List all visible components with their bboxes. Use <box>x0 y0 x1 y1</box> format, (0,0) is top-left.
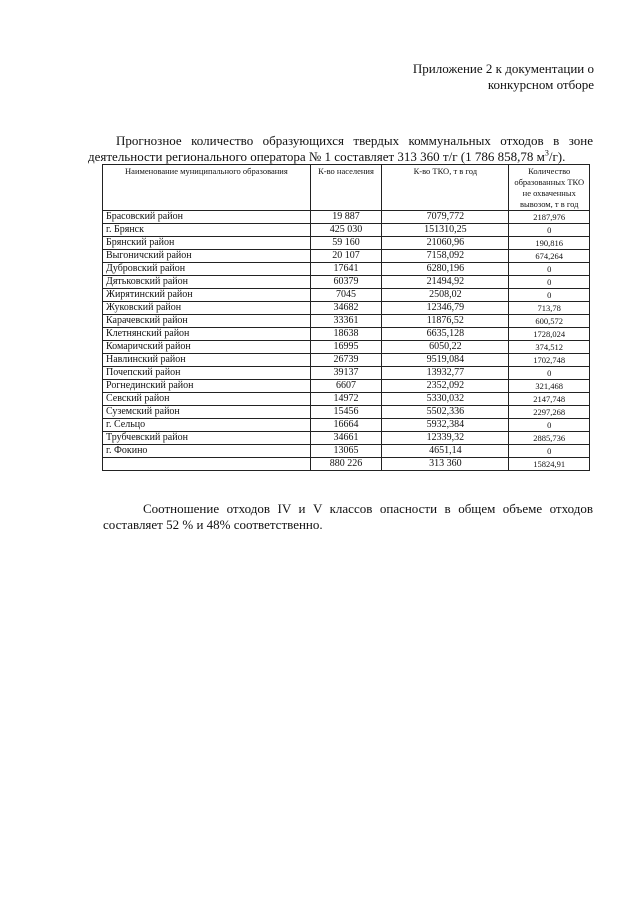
row-waste: 7158,092 <box>382 250 509 263</box>
row-population: 13065 <box>310 445 381 458</box>
total-row-name <box>103 458 311 471</box>
row-population: 60379 <box>310 276 381 289</box>
table-row <box>103 432 590 445</box>
table-row <box>103 354 590 367</box>
row-uncollected: 0 <box>509 289 590 302</box>
row-population: 26739 <box>310 354 381 367</box>
row-name: Дубровский район <box>103 263 311 276</box>
row-uncollected: 600,572 <box>509 315 590 328</box>
total-row-waste: 313 360 <box>382 458 509 471</box>
row-waste: 5330,032 <box>382 393 509 406</box>
table-row <box>103 380 590 393</box>
row-waste: 13932,77 <box>382 367 509 380</box>
table-row <box>103 367 590 380</box>
row-population: 34661 <box>310 432 381 445</box>
intro-text: Прогнозное количество образующихся твердых коммунальных отходов в зоне деятельности регионального оператора № 1 составляет 313 360 т/г (1 786 858,78 м <box>88 133 593 164</box>
row-name: Карачевский район <box>103 315 311 328</box>
table-row <box>103 315 590 328</box>
row-population: 39137 <box>310 367 381 380</box>
table-row <box>103 224 590 237</box>
row-uncollected: 0 <box>509 445 590 458</box>
row-waste: 151310,25 <box>382 224 509 237</box>
row-name: Жирятинский район <box>103 289 311 302</box>
row-name: Суземский район <box>103 406 311 419</box>
row-waste: 6635,128 <box>382 328 509 341</box>
intro-text-end: /г). <box>548 149 566 164</box>
table-row <box>103 276 590 289</box>
table-row <box>103 393 590 406</box>
table-row <box>103 237 590 250</box>
row-waste: 5932,384 <box>382 419 509 432</box>
row-waste: 12346,79 <box>382 302 509 315</box>
table-row <box>103 445 590 458</box>
appendix-header <box>413 61 594 93</box>
table-row <box>103 263 590 276</box>
table-row <box>103 302 590 315</box>
row-name: г. Брянск <box>103 224 311 237</box>
row-uncollected: 2297,268 <box>509 406 590 419</box>
row-population: 59 160 <box>310 237 381 250</box>
header-uncollected-waste: Количество образованных ТКО не охваченных вывозом, т в год <box>509 165 590 211</box>
closing-paragraph: Соотношение отходов IV и V классов опасности в общем объеме отходов составляет 52 % и 48% соответственно. <box>103 501 593 532</box>
row-name: г. Фокино <box>103 445 311 458</box>
row-name: Жуковский район <box>103 302 311 315</box>
row-name: Комаричский район <box>103 341 311 354</box>
row-name: Дятьковский район <box>103 276 311 289</box>
row-uncollected: 0 <box>509 419 590 432</box>
row-population: 14972 <box>310 393 381 406</box>
row-uncollected: 2147,748 <box>509 393 590 406</box>
appendix-header-line1: Приложение 2 к документации о <box>412 61 594 76</box>
header-waste-volume: К-во ТКО, т в год <box>382 165 509 211</box>
row-population: 7045 <box>310 289 381 302</box>
row-waste: 6050,22 <box>382 341 509 354</box>
row-waste: 9519,084 <box>382 354 509 367</box>
table-row <box>103 406 590 419</box>
row-waste: 2508,02 <box>382 289 509 302</box>
row-uncollected: 713,78 <box>509 302 590 315</box>
row-name: Брасовский район <box>103 211 311 224</box>
row-waste: 11876,52 <box>382 315 509 328</box>
row-waste: 21060,96 <box>382 237 509 250</box>
table-total-row <box>103 458 590 471</box>
row-waste: 5502,336 <box>382 406 509 419</box>
table-row <box>103 328 590 341</box>
row-name: Выгоничский район <box>103 250 311 263</box>
header-municipality: Наименование муниципального образования <box>103 165 311 211</box>
appendix-header-line2: конкурсном отборе <box>487 77 594 92</box>
row-uncollected: 674,264 <box>509 250 590 263</box>
header-population: К-во населения <box>310 165 381 211</box>
row-name: Навлинский район <box>103 354 311 367</box>
row-name: Рогнединский район <box>103 380 311 393</box>
row-uncollected: 0 <box>509 367 590 380</box>
row-name: Клетнянский район <box>103 328 311 341</box>
row-waste: 12339,32 <box>382 432 509 445</box>
total-row-population: 880 226 <box>310 458 381 471</box>
row-waste: 6280,196 <box>382 263 509 276</box>
row-uncollected: 1702,748 <box>509 354 590 367</box>
row-name: Севский район <box>103 393 311 406</box>
row-population: 6607 <box>310 380 381 393</box>
table-row <box>103 341 590 354</box>
row-name: Трубчевский район <box>103 432 311 445</box>
table-header-row <box>103 165 590 211</box>
row-waste: 21494,92 <box>382 276 509 289</box>
row-name: г. Сельцо <box>103 419 311 432</box>
table-row <box>103 419 590 432</box>
row-uncollected: 2885,736 <box>509 432 590 445</box>
table-row <box>103 250 590 263</box>
row-waste: 4651,14 <box>382 445 509 458</box>
row-population: 19 887 <box>310 211 381 224</box>
row-name: Почепский район <box>103 367 311 380</box>
table-row <box>103 289 590 302</box>
row-waste: 2352,092 <box>382 380 509 393</box>
table-row <box>103 211 590 224</box>
row-population: 15456 <box>310 406 381 419</box>
row-population: 425 030 <box>310 224 381 237</box>
row-population: 16995 <box>310 341 381 354</box>
row-uncollected: 321,468 <box>509 380 590 393</box>
row-population: 20 107 <box>310 250 381 263</box>
row-population: 33361 <box>310 315 381 328</box>
row-uncollected: 1728,024 <box>509 328 590 341</box>
table-body <box>103 211 590 471</box>
row-uncollected: 0 <box>509 224 590 237</box>
row-uncollected: 0 <box>509 276 590 289</box>
row-waste: 7079,772 <box>382 211 509 224</box>
row-uncollected: 190,816 <box>509 237 590 250</box>
row-uncollected: 0 <box>509 263 590 276</box>
row-population: 34682 <box>310 302 381 315</box>
row-uncollected: 374,512 <box>509 341 590 354</box>
row-name: Брянский район <box>103 237 311 250</box>
row-population: 16664 <box>310 419 381 432</box>
intro-superscript: 3 <box>544 148 549 158</box>
row-uncollected: 2187,976 <box>509 211 590 224</box>
total-row-uncollected: 15824,91 <box>509 458 590 471</box>
row-population: 18638 <box>310 328 381 341</box>
intro-paragraph <box>88 133 593 165</box>
row-population: 17641 <box>310 263 381 276</box>
waste-table <box>102 164 590 471</box>
